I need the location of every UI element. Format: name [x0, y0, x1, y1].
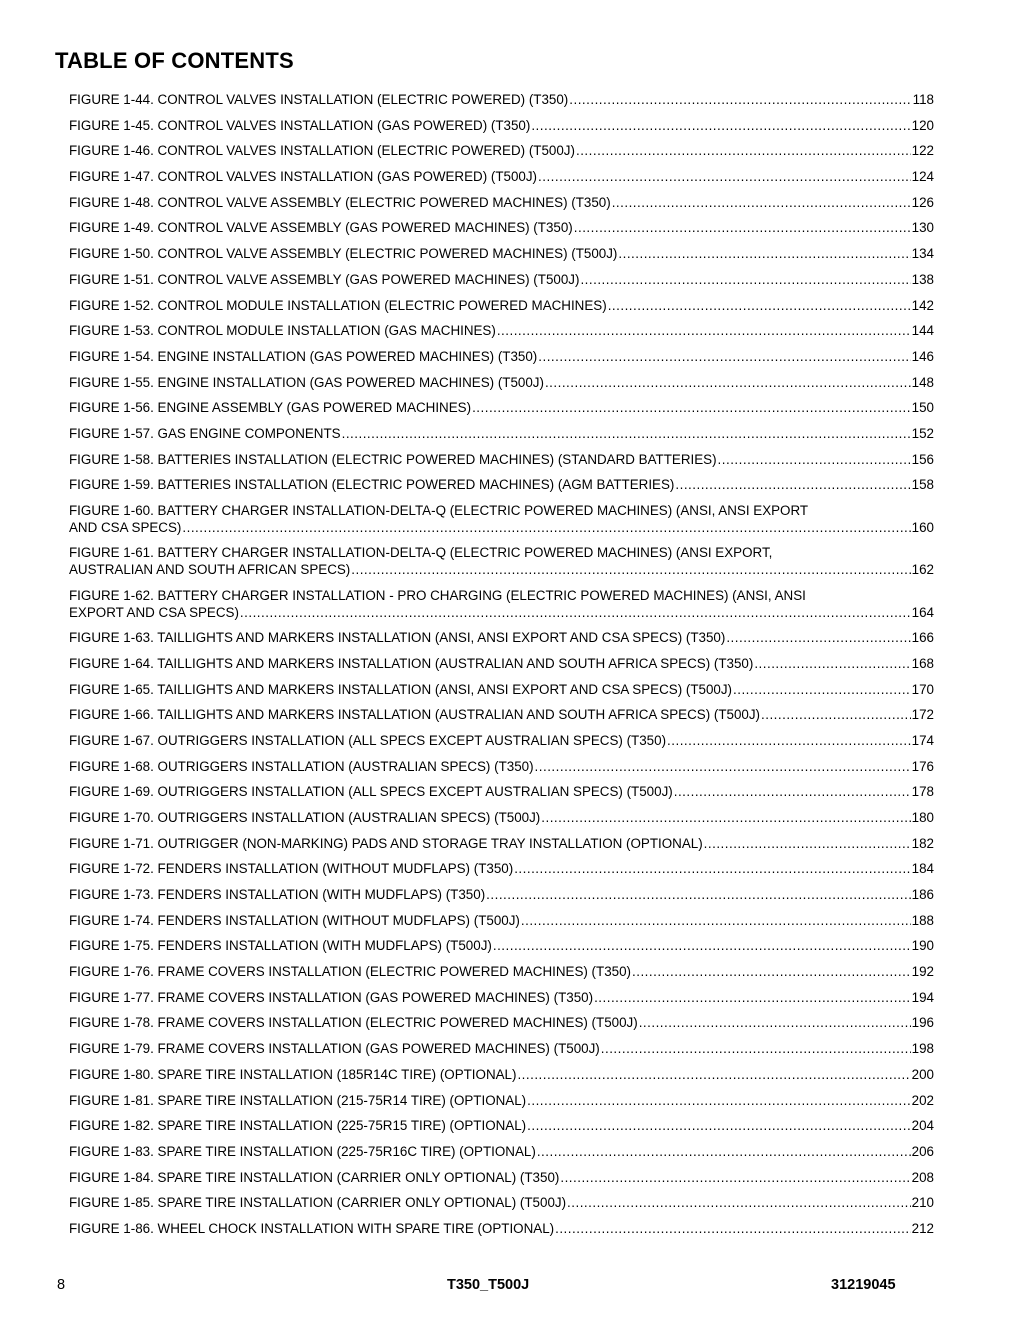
toc-entry-page: 198 — [911, 1041, 934, 1057]
toc-entry-title: FIGURE 1-75. FENDERS INSTALLATION (WITH MUDFLAPS) (T500J) — [69, 938, 492, 954]
toc-entry-line — [69, 1066, 934, 1083]
toc-entry-page: 152 — [911, 425, 934, 441]
toc-entry-page: 142 — [911, 297, 934, 313]
toc-entry-page: 130 — [911, 220, 934, 236]
footer-model: T350_T500J — [447, 1277, 530, 1293]
toc-entry[interactable] — [69, 809, 934, 826]
toc-entry-line — [69, 1040, 934, 1057]
toc-entry[interactable] — [69, 168, 934, 185]
toc-entry-line — [69, 142, 934, 159]
toc-entry-line — [69, 604, 934, 621]
toc-entry-title: FIGURE 1-49. CONTROL VALVE ASSEMBLY (GAS POWERED MACHINES) (T350) — [69, 220, 573, 236]
dot-leader — [538, 348, 910, 365]
toc-entry-page: 162 — [911, 562, 934, 578]
toc-entry[interactable] — [69, 425, 934, 442]
dot-leader — [560, 1169, 910, 1186]
dot-leader — [601, 1040, 911, 1057]
toc-entry-line — [69, 519, 934, 536]
toc-entry-line — [69, 194, 934, 211]
toc-entry-title: FIGURE 1-72. FENDERS INSTALLATION (WITHOUT MUDFLAPS) (T350) — [69, 861, 514, 877]
dot-leader — [531, 117, 910, 134]
toc-entry-title: FIGURE 1-56. ENGINE ASSEMBLY (GAS POWERED MACHINES) — [69, 400, 472, 416]
toc-entry[interactable] — [69, 1117, 934, 1134]
toc-entry-line — [69, 835, 934, 852]
toc-entry-title: FIGURE 1-54. ENGINE INSTALLATION (GAS POWERED MACHINES) (T350) — [69, 348, 538, 364]
toc-entry[interactable] — [69, 1040, 934, 1057]
toc-entry-title: FIGURE 1-70. OUTRIGGERS INSTALLATION (AUSTRALIAN SPECS) (T500J) — [69, 809, 541, 825]
toc-entry-page: 168 — [911, 655, 934, 671]
toc-entry-page: 190 — [911, 938, 934, 954]
toc-entry-line — [69, 374, 934, 391]
toc-entry-line — [69, 1143, 934, 1160]
toc-entry[interactable] — [69, 860, 934, 877]
toc-entry-page: 134 — [911, 246, 934, 262]
dot-leader — [535, 758, 911, 775]
toc-entry[interactable] — [69, 142, 934, 159]
dot-leader — [674, 783, 911, 800]
toc-entry-title: FIGURE 1-52. CONTROL MODULE INSTALLATION (ELECTRIC POWERED MACHINES) — [69, 297, 607, 313]
toc-entry-page: 186 — [911, 887, 934, 903]
toc-entry-page: 172 — [911, 707, 934, 723]
toc-entry[interactable] — [69, 348, 934, 365]
dot-leader — [342, 425, 911, 442]
toc-entry-title: FIGURE 1-85. SPARE TIRE INSTALLATION (CARRIER ONLY OPTIONAL) (T500J) — [69, 1195, 567, 1211]
toc-entry[interactable] — [69, 706, 934, 723]
toc-entry[interactable] — [69, 117, 934, 134]
dot-leader — [493, 937, 911, 954]
toc-entry[interactable] — [69, 963, 934, 980]
toc-entry-title: FIGURE 1-50. CONTROL VALVE ASSEMBLY (ELECTRIC POWERED MACHINES) (T500J) — [69, 246, 618, 262]
toc-entry-line — [69, 451, 934, 468]
toc-entry[interactable] — [69, 1092, 934, 1109]
toc-entry-page: 144 — [911, 323, 934, 339]
toc-entry-page: 178 — [911, 784, 934, 800]
toc-entry-page: 174 — [911, 732, 934, 748]
dot-leader — [704, 835, 911, 852]
toc-entry-line — [69, 1092, 934, 1109]
toc-entry-page: 212 — [911, 1220, 934, 1236]
toc-entry[interactable] — [69, 912, 934, 929]
toc-entry-title: EXPORT AND CSA SPECS) — [69, 604, 239, 620]
toc-entry-title: FIGURE 1-82. SPARE TIRE INSTALLATION (225-75R15 TIRE) (OPTIONAL) — [69, 1118, 527, 1134]
toc-entry[interactable] — [69, 194, 934, 211]
dot-leader — [182, 519, 910, 536]
toc-entry-line — [69, 758, 934, 775]
dot-leader — [527, 1092, 911, 1109]
toc-entry-title: FIGURE 1-48. CONTROL VALVE ASSEMBLY (ELECTRIC POWERED MACHINES) (T350) — [69, 194, 611, 210]
dot-leader — [612, 194, 911, 211]
toc-entry-line — [69, 561, 934, 578]
toc-entry-page: 124 — [911, 169, 934, 185]
dot-leader — [514, 860, 910, 877]
toc-entry-title: FIGURE 1-78. FRAME COVERS INSTALLATION (ELECTRIC POWERED MACHINES) (T500J) — [69, 1015, 638, 1031]
toc-entry[interactable] — [69, 783, 934, 800]
dot-leader — [733, 681, 911, 698]
toc-entry-title: FIGURE 1-59. BATTERIES INSTALLATION (ELECTRIC POWERED MACHINES) (AGM BATTERIES) — [69, 477, 675, 493]
page-title: TABLE OF CONTENTS — [55, 48, 294, 73]
dot-leader — [569, 91, 911, 108]
dot-leader — [538, 168, 911, 185]
toc-entry-page: 188 — [911, 912, 934, 928]
toc-entry-title: FIGURE 1-74. FENDERS INSTALLATION (WITHOUT MUDFLAPS) (T500J) — [69, 912, 520, 928]
dot-leader — [527, 1117, 911, 1134]
toc-entry-page: 170 — [911, 681, 934, 697]
toc-entry-title: FIGURE 1-71. OUTRIGGER (NON-MARKING) PADS AND STORAGE TRAY INSTALLATION (OPTIONAL) — [69, 835, 703, 851]
toc-entry-page: 176 — [911, 758, 934, 774]
toc-entry[interactable] — [69, 91, 934, 108]
toc-entry[interactable] — [69, 655, 934, 672]
toc-entry-line — [69, 245, 934, 262]
toc-entry[interactable] — [69, 758, 934, 775]
toc-entry[interactable] — [69, 835, 934, 852]
dot-leader — [667, 732, 911, 749]
toc-entry-page: 122 — [911, 143, 934, 159]
toc-entry-page: 156 — [911, 451, 934, 467]
toc-entry-line — [69, 989, 934, 1006]
toc-entry-title: FIGURE 1-58. BATTERIES INSTALLATION (ELECTRIC POWERED MACHINES) (STANDARD BATTERIES) — [69, 451, 717, 467]
dot-leader — [567, 1194, 911, 1211]
footer-page-number: 8 — [57, 1277, 66, 1293]
toc-entry-page: 192 — [911, 964, 934, 980]
dot-leader — [718, 451, 911, 468]
toc-entry-line — [69, 348, 934, 365]
toc-entry-title: FIGURE 1-57. GAS ENGINE COMPONENTS — [69, 425, 341, 441]
toc-entry-line — [69, 91, 934, 108]
toc-entry-line — [69, 912, 934, 929]
toc-entry-page: 210 — [911, 1195, 934, 1211]
toc-entry-title: FIGURE 1-63. TAILLIGHTS AND MARKERS INSTALLATION (ANSI, ANSI EXPORT AND CSA SPECS) (T350) — [69, 630, 726, 646]
toc-entry-page: 166 — [911, 630, 934, 646]
toc-entry-page: 184 — [911, 861, 934, 877]
toc-entry-page: 118 — [912, 92, 934, 107]
toc-entry[interactable] — [69, 1169, 934, 1186]
toc-entry-title: FIGURE 1-68. OUTRIGGERS INSTALLATION (AUSTRALIAN SPECS) (T350) — [69, 758, 534, 774]
toc-entry-title: FIGURE 1-77. FRAME COVERS INSTALLATION (GAS POWERED MACHINES) (T350) — [69, 989, 594, 1005]
toc-entry-page: 146 — [911, 348, 934, 364]
toc-entry-line — [69, 860, 934, 877]
toc-entry-line — [69, 219, 934, 236]
toc-entry-title: AND CSA SPECS) — [69, 520, 182, 535]
toc-entry-line — [69, 117, 934, 134]
toc-entry-line — [69, 963, 934, 980]
toc-entry-line — [69, 1194, 934, 1211]
toc-entry-title: FIGURE 1-46. CONTROL VALVES INSTALLATION (ELECTRIC POWERED) (T500J) — [69, 143, 575, 159]
toc-entry-line — [69, 1169, 934, 1186]
toc-entry-title: FIGURE 1-86. WHEEL CHOCK INSTALLATION WITH SPARE TIRE (OPTIONAL) — [69, 1220, 555, 1236]
dot-leader — [555, 1220, 911, 1237]
toc-entry-title-line1: FIGURE 1-61. BATTERY CHARGER INSTALLATION-DELTA-Q (ELECTRIC POWERED MACHINES) (ANSI EXPORT, — [69, 545, 773, 561]
toc-entry-line — [69, 706, 934, 723]
dot-leader — [580, 271, 910, 288]
dot-leader — [537, 1143, 911, 1160]
toc-entry-title-line1: FIGURE 1-60. BATTERY CHARGER INSTALLATION-DELTA-Q (ELECTRIC POWERED MACHINES) (ANSI, ANSI EXPORT — [69, 503, 809, 518]
dot-leader — [541, 809, 910, 826]
toc-entry-page: 194 — [911, 989, 934, 1005]
toc-entry[interactable] — [69, 476, 934, 493]
toc-entry-page: 164 — [911, 604, 934, 620]
toc-entry-line — [69, 681, 934, 698]
toc-entry-line — [69, 399, 934, 416]
toc-entry-page: 204 — [911, 1118, 934, 1134]
toc-entry-line — [69, 886, 934, 903]
toc-entry-page: 158 — [911, 477, 934, 493]
toc-entry-page: 202 — [911, 1092, 934, 1108]
toc-entry-page: 148 — [911, 374, 934, 390]
toc-entry[interactable] — [69, 1194, 934, 1211]
toc-entry[interactable] — [69, 937, 934, 954]
toc-entry-title: FIGURE 1-53. CONTROL MODULE INSTALLATION (GAS MACHINES) — [69, 323, 496, 339]
toc-entry[interactable] — [69, 374, 934, 391]
toc-entry[interactable] — [69, 1014, 934, 1031]
toc-entry-page: 196 — [911, 1015, 934, 1031]
toc-entry-title: FIGURE 1-67. OUTRIGGERS INSTALLATION (ALL SPECS EXCEPT AUSTRALIAN SPECS) (T350) — [69, 732, 667, 748]
toc-entry-line — [69, 937, 934, 954]
toc-entry-line — [69, 322, 934, 339]
toc-entry-title: FIGURE 1-73. FENDERS INSTALLATION (WITH MUDFLAPS) (T350) — [69, 887, 486, 903]
toc-entry-title: FIGURE 1-69. OUTRIGGERS INSTALLATION (ALL SPECS EXCEPT AUSTRALIAN SPECS) (T500J) — [69, 784, 673, 800]
dot-leader — [639, 1014, 911, 1031]
toc-entry-title: FIGURE 1-83. SPARE TIRE INSTALLATION (225-75R16C TIRE) (OPTIONAL) — [69, 1143, 536, 1159]
toc-entry[interactable] — [69, 502, 934, 536]
toc-entry[interactable] — [69, 451, 934, 468]
toc-entry[interactable] — [69, 399, 934, 416]
toc-entry-line — [69, 476, 934, 493]
toc-entry[interactable] — [69, 271, 934, 288]
toc-entry-page: 208 — [911, 1169, 934, 1185]
dot-leader — [240, 604, 911, 621]
dot-leader — [675, 476, 910, 493]
toc-entry[interactable] — [69, 629, 934, 646]
toc-entry[interactable] — [69, 297, 934, 314]
toc-entry-title: AUSTRALIAN AND SOUTH AFRICAN SPECS) — [69, 562, 351, 578]
dot-leader — [521, 912, 911, 929]
toc-entry-page: 200 — [911, 1066, 934, 1082]
toc-entry-title: FIGURE 1-47. CONTROL VALVES INSTALLATION (GAS POWERED) (T500J) — [69, 169, 538, 185]
dot-leader — [726, 629, 910, 646]
toc-entry-line — [69, 271, 934, 288]
toc-entry-page: 180 — [911, 809, 934, 825]
toc-entry-line — [69, 1014, 934, 1031]
toc-entry-title: FIGURE 1-51. CONTROL VALVE ASSEMBLY (GAS POWERED MACHINES) (T500J) — [69, 271, 580, 287]
toc-entry-title: FIGURE 1-64. TAILLIGHTS AND MARKERS INSTALLATION (AUSTRALIAN AND SOUTH AFRICA SPECS) (T350) — [69, 655, 754, 671]
dot-leader — [618, 245, 910, 262]
toc-entry[interactable] — [69, 1066, 934, 1083]
toc-entry-page: 182 — [911, 835, 934, 851]
toc-entry-title: FIGURE 1-79. FRAME COVERS INSTALLATION (GAS POWERED MACHINES) (T500J) — [69, 1041, 600, 1057]
toc-entry[interactable] — [69, 681, 934, 698]
toc-entry-title: FIGURE 1-55. ENGINE INSTALLATION (GAS POWERED MACHINES) (T500J) — [69, 374, 544, 390]
toc-entry-page: 138 — [911, 271, 934, 287]
toc-entry-title-line1: FIGURE 1-62. BATTERY CHARGER INSTALLATION - PRO CHARGING (ELECTRIC POWERED MACHINES) (ANSI, ANSI — [69, 587, 806, 603]
dot-leader — [754, 655, 910, 672]
dot-leader — [517, 1066, 910, 1083]
toc-entry[interactable] — [69, 544, 934, 578]
toc-entry-line — [69, 1220, 934, 1237]
dot-leader — [472, 399, 911, 416]
dot-leader — [576, 142, 911, 159]
dot-leader — [761, 706, 911, 723]
toc-entry-title: FIGURE 1-80. SPARE TIRE INSTALLATION (185R14C TIRE) (OPTIONAL) — [69, 1066, 517, 1082]
dot-leader — [497, 322, 911, 339]
toc-entry-line — [69, 1117, 934, 1134]
toc-entry-line — [69, 297, 934, 314]
toc-entry-page: 120 — [911, 117, 934, 133]
toc-entry-title: FIGURE 1-45. CONTROL VALVES INSTALLATION (GAS POWERED) (T350) — [69, 117, 531, 133]
toc-entry-title: FIGURE 1-65. TAILLIGHTS AND MARKERS INSTALLATION (ANSI, ANSI EXPORT AND CSA SPECS) (T500J) — [69, 681, 733, 697]
toc-entry-title: FIGURE 1-76. FRAME COVERS INSTALLATION (ELECTRIC POWERED MACHINES) (T350) — [69, 964, 631, 980]
toc-entry-line — [69, 783, 934, 800]
toc-entry-line — [69, 809, 934, 826]
dot-leader — [632, 963, 911, 980]
toc-entry-title: FIGURE 1-81. SPARE TIRE INSTALLATION (215-75R14 TIRE) (OPTIONAL) — [69, 1092, 527, 1108]
toc-entry-page: 160 — [911, 520, 934, 535]
footer-doc-number: 31219045 — [831, 1277, 896, 1293]
toc-entry[interactable] — [69, 1220, 934, 1237]
dot-leader — [486, 886, 911, 903]
toc-entry-line — [69, 732, 934, 749]
toc-entry-line — [69, 168, 934, 185]
toc-entry[interactable] — [69, 587, 934, 621]
dot-leader — [545, 374, 911, 391]
toc-entry[interactable] — [69, 245, 934, 262]
toc-entry[interactable] — [69, 732, 934, 749]
toc-entry-title: FIGURE 1-44. CONTROL VALVES INSTALLATION (ELECTRIC POWERED) (T350) — [69, 92, 569, 107]
toc-entry[interactable] — [69, 1143, 934, 1160]
toc-entry-title: FIGURE 1-84. SPARE TIRE INSTALLATION (CARRIER ONLY OPTIONAL) (T350) — [69, 1169, 560, 1185]
dot-leader — [594, 989, 911, 1006]
toc-entry[interactable] — [69, 322, 934, 339]
toc-entry[interactable] — [69, 219, 934, 236]
toc-entry-page: 206 — [911, 1143, 934, 1159]
toc-entry[interactable] — [69, 989, 934, 1006]
dot-leader — [574, 219, 911, 236]
toc-entry-line — [69, 629, 934, 646]
toc-entry-line — [69, 425, 934, 442]
toc-entry-line — [69, 655, 934, 672]
toc-entry[interactable] — [69, 886, 934, 903]
toc-list — [69, 91, 934, 1246]
dot-leader — [608, 297, 911, 314]
toc-entry-title: FIGURE 1-66. TAILLIGHTS AND MARKERS INSTALLATION (AUSTRALIAN AND SOUTH AFRICA SPECS) (T500J) — [69, 707, 761, 723]
toc-entry-page: 126 — [911, 194, 934, 210]
toc-entry-page: 150 — [911, 400, 934, 416]
dot-leader — [351, 561, 910, 578]
